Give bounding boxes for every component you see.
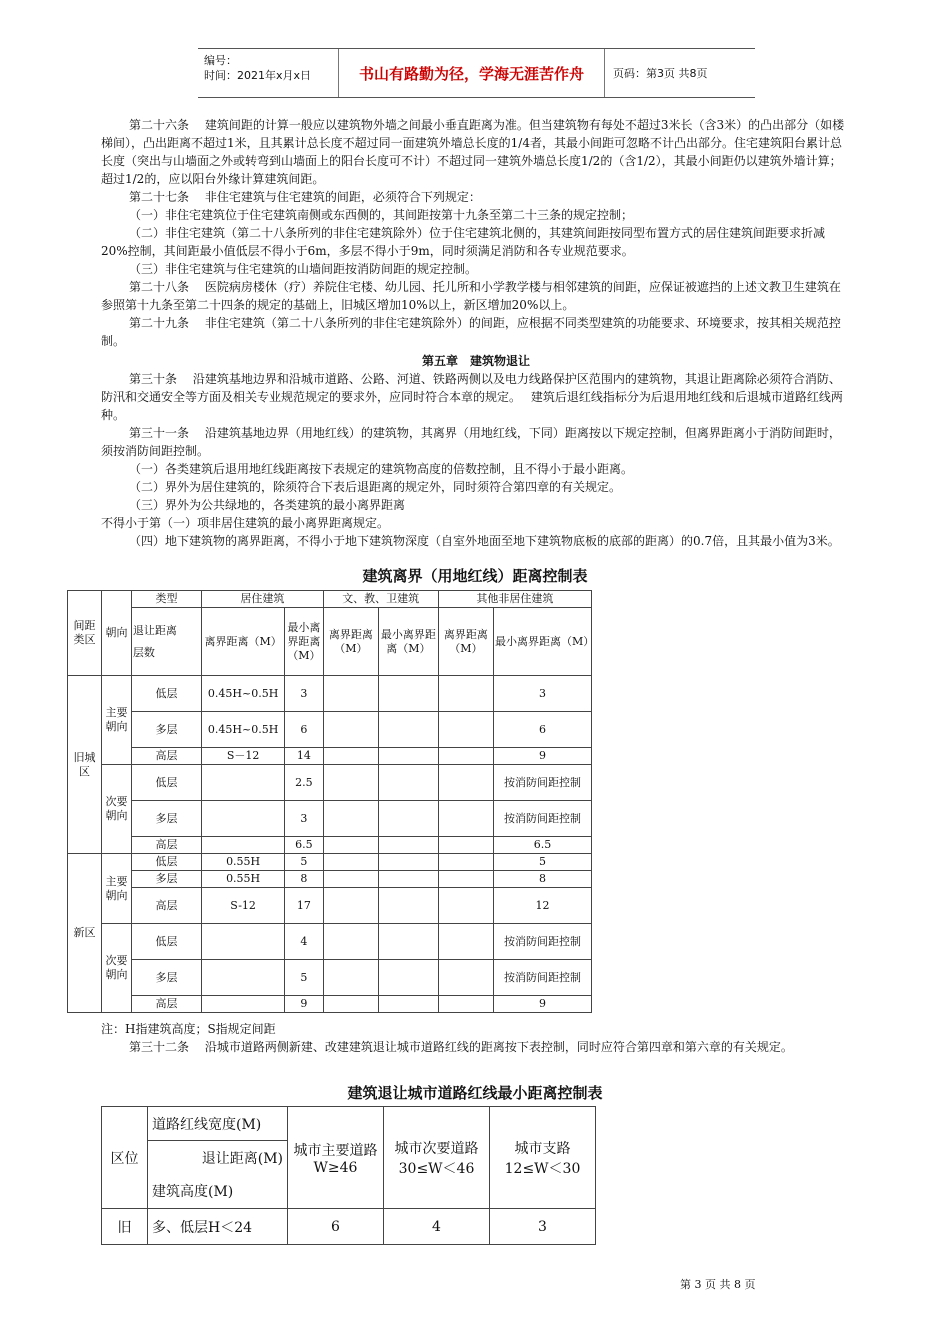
article-27-item-2: （二）非住宅建筑（第二十八条所列的非住宅建筑除外）位于住宅建筑北侧的，其建筑间距按同型布置方式的居住建筑间距要求折减20%控制，其间距最小值低层不得小于6m，多层不得小于9m，同时须满足消防和各专业规范要求。 [101,226,826,258]
direction-main-new: 主要朝向 [102,854,132,924]
header-zone: 间距类区 [68,591,102,676]
t2-header-height: 建筑高度(M) [148,1175,288,1209]
table-cell: 0.45H~0.5H [202,712,285,748]
document-body [101,116,851,550]
t2-row-sec: 4 [384,1209,490,1245]
table-cell: 多层 [131,801,201,837]
article-29: 第二十九条 非住宅建筑（第二十八条所列的非住宅建筑除外）的间距，应根据不同类型建筑的功能要求、环境要求，按其相关规范控制。 [101,316,841,348]
chapter-title: 第五章 建筑物退让 [421,354,530,368]
article-31: 第三十一条 沿建筑基地边界（用地红线）的建筑物，其离界（用地红线，下同）距离按以下规定控制，但离界距离小于消防间距时，须按消防间距控制。 [101,426,841,458]
number-label: 编号： [204,54,237,67]
table-note-and-article-32 [101,1020,851,1056]
table-cell: 高层 [131,748,201,765]
article-31-item-3-cont: 不得小于第（一）项非居住建筑的最小离界距离规定。 [101,516,390,530]
table-cell: 高层 [131,837,201,854]
table-cell: 低层 [131,765,201,801]
table-cell: 8 [494,871,592,888]
t2-header-sec: 城市次要道路30≤W＜46 [384,1107,490,1209]
table-cell: 6 [494,712,592,748]
table-cell: 6.5 [285,837,324,854]
t2-row-main: 6 [288,1209,384,1245]
direction-sec-new: 次要朝向 [102,924,132,1013]
table-cell: 6 [285,712,324,748]
header-meta [198,49,339,97]
table-cell: 高层 [131,996,201,1013]
table-cell: 高层 [131,888,201,924]
table-cell: 多层 [131,960,201,996]
table-cell: 多层 [131,712,201,748]
direction-sec-old: 次要朝向 [102,765,132,854]
road-setback-table [101,1106,596,1245]
table-cell: 14 [285,748,324,765]
header-min-2: 最小离界距离（M） [379,608,439,676]
table-cell [202,924,285,960]
table-cell: 3 [285,676,324,712]
setback-table [67,590,595,1013]
page-footer: 第 3 页 共 8 页 [680,1278,756,1291]
article-26: 第二十六条 建筑间距的计算一般应以建筑物外墙之间最小垂直距离为准。但当建筑物有每处不超过3米长（含3米）的凸出部分（如楼梯间），凸出距离不超过1米，且其累计总长度不超过同一面建筑外墙总长度的1/4者，其最小间距可忽略不计凸出部分。住宅建筑阳台累计总长度（突出与山墙面之外或转弯到山墙面上的阳台长度可不计）不超过同一建筑外墙总长度1/2的（含1/2），其最小间距仍以建筑外墙计算；超过1/2的，应以阳台外缘计算建筑间距。 [101,118,845,186]
table-cell: 按消防间距控制 [494,765,592,801]
t2-header-branch: 城市支路12≤W＜30 [490,1107,596,1209]
table-cell: 17 [285,888,324,924]
table-cell: 6.5 [494,837,592,854]
table-cell [202,960,285,996]
direction-main-old: 主要朝向 [102,676,132,765]
table-cell [202,801,285,837]
table-cell: 5 [285,960,324,996]
article-28: 第二十八条 医院病房楼休（疗）养院住宅楼、幼儿园、托儿所和小学教学楼与相邻建筑的间距，应保证被遮挡的上述文教卫生建筑在参照第十九条至第二十四条的规定的基础上，旧城区增加10%以上，新区增加20%以上。 [101,280,841,312]
header-page-label: 页码：第3页 共8页 [613,67,708,80]
table-cell: 12 [494,888,592,924]
table-cell: 按消防间距控制 [494,924,592,960]
header-type: 类型 [131,591,201,608]
header-min: 最小离界距离（M） [285,608,324,676]
zone-new: 新区 [68,854,102,1013]
t2-row-height: 多、低层H＜24 [148,1209,288,1245]
header-min-3: 最小离界距离（M） [494,608,592,676]
article-27-item-1: （一）非住宅建筑位于住宅建筑南侧或东西侧的，其间距按第十九条至第二十三条的规定控制； [129,208,634,222]
table2-title: 建筑退让城市道路红线最小距离控制表 [347,1084,603,1102]
table-cell: 0.55H [202,871,285,888]
header-other: 其他非居住建筑 [438,591,591,608]
article-32: 第三十二条 沿城市道路两侧新建、改建建筑退让城市道路红线的距离按下表控制，同时应符合第四章和第六章的有关规定。 [129,1040,793,1054]
table-cell [202,837,285,854]
header-residential: 居住建筑 [202,591,324,608]
table-cell: 9 [494,996,592,1013]
article-31-item-3: （三）界外为公共绿地的，各类建筑的最小离界距离 [129,498,406,512]
table-cell: 低层 [131,854,201,871]
article-31-item-4: （四）地下建筑物的离界距离，不得小于地下建筑物深度（自室外地面至地下建筑物底板的底部的距离）的0.7倍，且其最小值为3米。 [129,534,840,548]
table-cell [202,765,285,801]
header-diagonal [131,608,201,676]
header-dist: 离界距离（M） [202,608,285,676]
t2-header-width: 道路红线宽度(M) [148,1107,288,1141]
table-cell: 0.55H [202,854,285,871]
header-direction: 朝向 [102,591,132,676]
header-retreat: 退让距离 [132,623,177,637]
article-31-item-1: （一）各类建筑后退用地红线距离按下表规定的建筑物高度的倍数控制，且不得小于最小距离。 [129,462,634,476]
t2-row-branch: 3 [490,1209,596,1245]
table-cell: S-12 [202,888,285,924]
table-cell: 8 [285,871,324,888]
t2-header-main: 城市主要道路W≥46 [288,1107,384,1209]
header-dist-3: 离界距离（M） [438,608,493,676]
table-cell: 3 [285,801,324,837]
table-cell: 4 [285,924,324,960]
table-cell: 多层 [131,871,201,888]
article-27-item-3: （三）非住宅建筑与住宅建筑的山墙间距按消防间距的规定控制。 [129,262,478,276]
table-cell: 2.5 [285,765,324,801]
header-floors: 层数 [132,645,155,659]
table-note: 注：H指建筑高度；S指规定间距 [101,1022,276,1036]
page-header [198,48,755,98]
table-cell [202,996,285,1013]
t2-row-zone: 旧 [102,1209,148,1245]
table-cell: 按消防间距控制 [494,801,592,837]
t2-header-zone: 区位 [102,1107,148,1209]
table-cell: 低层 [131,924,201,960]
article-31-item-2: （二）界外为居住建筑的，除须符合下表后退距离的规定外，同时须符合第四章的有关规定。 [129,480,622,494]
table-cell: 低层 [131,676,201,712]
zone-old: 旧城区 [68,676,102,854]
t2-header-retreat: 退让距离(M) [148,1141,288,1175]
article-27: 第二十七条 非住宅建筑与住宅建筑的间距，必须符合下列规定： [129,190,481,204]
table1-title: 建筑离界（用地红线）距离控制表 [362,567,588,585]
table-cell: 9 [494,748,592,765]
table-cell: 按消防间距控制 [494,960,592,996]
header-dist-2: 离界距离（M） [323,608,378,676]
table-cell: 5 [494,854,592,871]
time-label: 时间：2021年x月x日 [204,69,312,82]
table-cell: 9 [285,996,324,1013]
table-cell: 5 [285,854,324,871]
article-30: 第三十条 沿建筑基地边界和沿城市道路、公路、河道、铁路两侧以及电力线路保护区范围内的建筑物，其退让距离除必须符合消防、防汛和交通安全等方面及相关专业规范规定的要求外，应同时符合本章的规定。 建筑后退红线指标分为后退用地红线和后退城市道路红线两种。 [101,372,843,422]
header-motto: 书山有路勤为径，学海无涯苦作舟 [339,49,605,97]
table-cell: 3 [494,676,592,712]
header-education: 文、教、卫建筑 [323,591,438,608]
table-cell: 0.45H~0.5H [202,676,285,712]
table-cell: S－12 [202,748,285,765]
